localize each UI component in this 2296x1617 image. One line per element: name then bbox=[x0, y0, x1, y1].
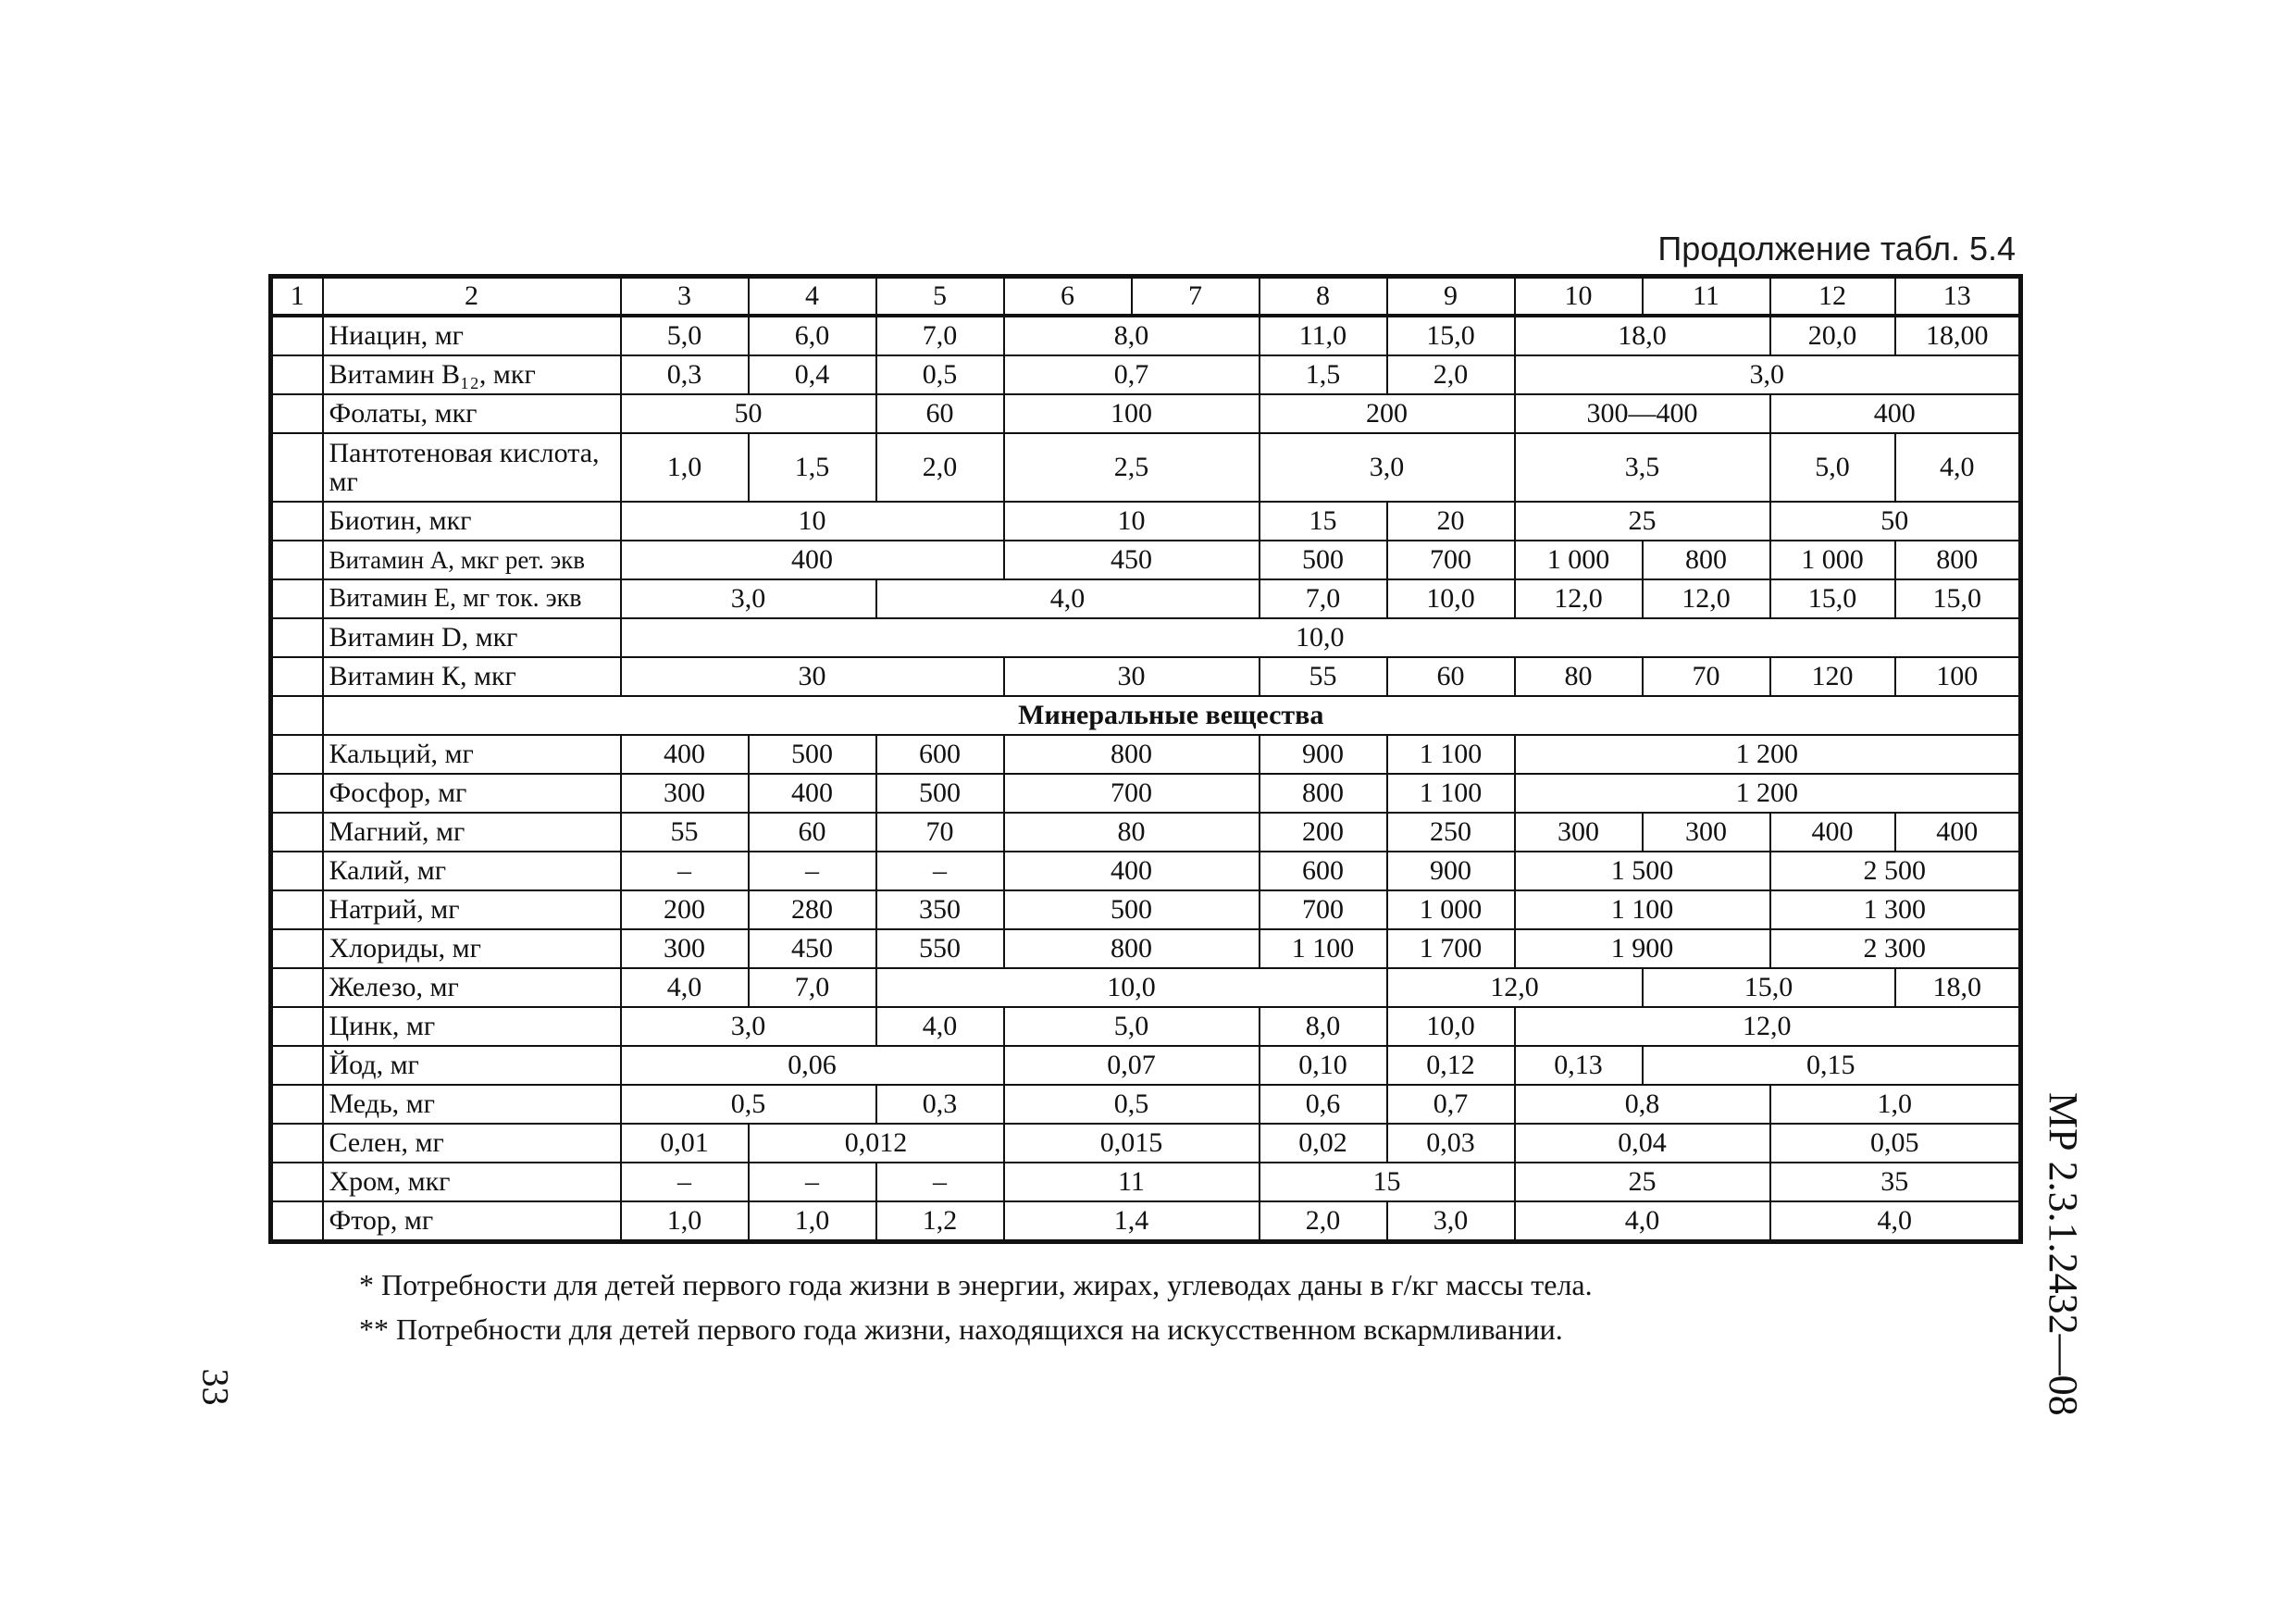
value-cell: 1 100 bbox=[1387, 735, 1515, 774]
row-label: Магний, мг bbox=[323, 813, 621, 852]
table-row bbox=[271, 1163, 2021, 1201]
value-cell: 500 bbox=[876, 774, 1004, 813]
value-cell: 70 bbox=[876, 813, 1004, 852]
value-cell: 10,0 bbox=[621, 618, 2021, 657]
value-cell: 400 bbox=[621, 735, 749, 774]
column-number: 13 bbox=[1895, 277, 2021, 317]
row-label: Фолаты, мкг bbox=[323, 394, 621, 433]
value-cell: 4,0 bbox=[1895, 433, 2021, 502]
nutrient-norms-table bbox=[268, 274, 2023, 1244]
value-cell: 12,0 bbox=[1387, 968, 1643, 1007]
value-cell: 1 000 bbox=[1387, 890, 1515, 929]
table-row bbox=[271, 579, 2021, 618]
document-code: МР 2.3.1.2432—08 bbox=[2041, 1092, 2086, 1416]
value-cell: 18,0 bbox=[1515, 316, 1770, 355]
row-index-cell bbox=[271, 1163, 323, 1201]
table-row bbox=[271, 813, 2021, 852]
value-cell: 4,0 bbox=[1770, 1201, 2021, 1242]
row-index-cell bbox=[271, 735, 323, 774]
value-cell: 70 bbox=[1643, 657, 1770, 696]
value-cell: 3,0 bbox=[621, 1007, 876, 1046]
value-cell: 0,13 bbox=[1515, 1046, 1643, 1085]
value-cell: 300 bbox=[621, 774, 749, 813]
table-row bbox=[271, 502, 2021, 541]
column-number: 12 bbox=[1770, 277, 1895, 317]
value-cell: 280 bbox=[749, 890, 876, 929]
table-row bbox=[271, 433, 2021, 502]
value-cell: 0,02 bbox=[1260, 1124, 1387, 1163]
value-cell: 0,3 bbox=[621, 355, 749, 394]
value-cell: 3,0 bbox=[1515, 355, 2021, 394]
value-cell: 3,0 bbox=[1260, 433, 1515, 502]
value-cell: 20,0 bbox=[1770, 316, 1895, 355]
value-cell: 18,0 bbox=[1895, 968, 2021, 1007]
row-index-cell bbox=[271, 929, 323, 968]
value-cell: 300 bbox=[1515, 813, 1643, 852]
value-cell: 1 900 bbox=[1515, 929, 1770, 968]
value-cell: 700 bbox=[1387, 541, 1515, 579]
value-cell: 2,0 bbox=[1260, 1201, 1387, 1242]
value-cell: 1 500 bbox=[1515, 852, 1770, 890]
column-number: 11 bbox=[1643, 277, 1770, 317]
row-label: Железо, мг bbox=[323, 968, 621, 1007]
value-cell: 1 100 bbox=[1515, 890, 1770, 929]
value-cell: 250 bbox=[1387, 813, 1515, 852]
value-cell: 0,012 bbox=[749, 1124, 1004, 1163]
value-cell: 55 bbox=[1260, 657, 1387, 696]
row-index-cell bbox=[271, 813, 323, 852]
table-row bbox=[271, 618, 2021, 657]
row-index-cell bbox=[271, 1201, 323, 1242]
column-number: 10 bbox=[1515, 277, 1643, 317]
value-cell: – bbox=[621, 1163, 749, 1201]
row-index-cell bbox=[271, 852, 323, 890]
value-cell: 600 bbox=[876, 735, 1004, 774]
value-cell: 5,0 bbox=[1770, 433, 1895, 502]
row-index-cell bbox=[271, 541, 323, 579]
value-cell: 80 bbox=[1515, 657, 1643, 696]
value-cell: 300 bbox=[621, 929, 749, 968]
value-cell: 300—400 bbox=[1515, 394, 1770, 433]
value-cell: 1 300 bbox=[1770, 890, 2021, 929]
row-index-cell bbox=[271, 774, 323, 813]
table-row bbox=[271, 657, 2021, 696]
value-cell: 1 200 bbox=[1515, 774, 2021, 813]
column-number: 4 bbox=[749, 277, 876, 317]
column-number: 6 bbox=[1004, 277, 1132, 317]
value-cell: 2,0 bbox=[876, 433, 1004, 502]
value-cell: 7,0 bbox=[1260, 579, 1387, 618]
value-cell: 30 bbox=[621, 657, 1004, 696]
value-cell: 900 bbox=[1387, 852, 1515, 890]
value-cell: 300 bbox=[1643, 813, 1770, 852]
value-cell: 18,00 bbox=[1895, 316, 2021, 355]
value-cell: 0,4 bbox=[749, 355, 876, 394]
row-label: Медь, мг bbox=[323, 1085, 621, 1124]
value-cell: 100 bbox=[1004, 394, 1260, 433]
value-cell: 450 bbox=[1004, 541, 1260, 579]
row-index-cell bbox=[271, 1046, 323, 1085]
value-cell: 1,2 bbox=[876, 1201, 1004, 1242]
value-cell: 20 bbox=[1387, 502, 1515, 541]
table-caption: Продолжение табл. 5.4 bbox=[1657, 230, 2016, 267]
value-cell: 0,3 bbox=[876, 1085, 1004, 1124]
value-cell: 1,4 bbox=[1004, 1201, 1260, 1242]
row-index-cell bbox=[271, 696, 323, 735]
row-index-cell bbox=[271, 394, 323, 433]
value-cell: 1 000 bbox=[1515, 541, 1643, 579]
value-cell: 0,04 bbox=[1515, 1124, 1770, 1163]
value-cell: 400 bbox=[1770, 394, 2021, 433]
value-cell: 25 bbox=[1515, 1163, 1770, 1201]
row-label: Йод, мг bbox=[323, 1046, 621, 1085]
table-row bbox=[271, 852, 2021, 890]
row-label: Витамин D, мкг bbox=[323, 618, 621, 657]
value-cell: 10,0 bbox=[1387, 1007, 1515, 1046]
value-cell: 700 bbox=[1004, 774, 1260, 813]
row-index-cell bbox=[271, 502, 323, 541]
value-cell: 0,05 bbox=[1770, 1124, 2021, 1163]
value-cell: 2 500 bbox=[1770, 852, 2021, 890]
row-index-cell bbox=[271, 618, 323, 657]
row-label: Ниацин, мг bbox=[323, 316, 621, 355]
table-row bbox=[271, 316, 2021, 355]
row-label: Пантотеновая кислота, мг bbox=[323, 433, 621, 502]
value-cell: 15,0 bbox=[1770, 579, 1895, 618]
row-index-cell bbox=[271, 355, 323, 394]
value-cell: 50 bbox=[1770, 502, 2021, 541]
value-cell: 60 bbox=[1387, 657, 1515, 696]
section-title: Минеральные вещества bbox=[323, 696, 2021, 735]
table-header-row bbox=[271, 277, 2021, 317]
value-cell: 400 bbox=[1895, 813, 2021, 852]
value-cell: 0,5 bbox=[1004, 1085, 1260, 1124]
value-cell: 400 bbox=[1770, 813, 1895, 852]
value-cell: 1,0 bbox=[1770, 1085, 2021, 1124]
value-cell: 700 bbox=[1260, 890, 1387, 929]
value-cell: 3,0 bbox=[621, 579, 876, 618]
value-cell: 15 bbox=[1260, 1163, 1515, 1201]
row-label: Цинк, мг bbox=[323, 1007, 621, 1046]
value-cell: 30 bbox=[1004, 657, 1260, 696]
value-cell: 2,5 bbox=[1004, 433, 1260, 502]
section-header-row bbox=[271, 696, 2021, 735]
value-cell: 1 200 bbox=[1515, 735, 2021, 774]
row-index-cell bbox=[271, 579, 323, 618]
row-index-cell bbox=[271, 890, 323, 929]
table-row bbox=[271, 735, 2021, 774]
value-cell: 11,0 bbox=[1260, 316, 1387, 355]
value-cell: 200 bbox=[621, 890, 749, 929]
value-cell: 35 bbox=[1770, 1163, 2021, 1201]
value-cell: 12,0 bbox=[1515, 579, 1643, 618]
value-cell: 0,10 bbox=[1260, 1046, 1387, 1085]
value-cell: 5,0 bbox=[621, 316, 749, 355]
table-row bbox=[271, 1124, 2021, 1163]
value-cell: 1 100 bbox=[1387, 774, 1515, 813]
value-cell: 800 bbox=[1643, 541, 1770, 579]
value-cell: 0,015 bbox=[1004, 1124, 1260, 1163]
value-cell: 500 bbox=[1004, 890, 1260, 929]
table-row bbox=[271, 394, 2021, 433]
value-cell: 0,06 bbox=[621, 1046, 1004, 1085]
table-row bbox=[271, 1085, 2021, 1124]
value-cell: 100 bbox=[1895, 657, 2021, 696]
value-cell: 15,0 bbox=[1895, 579, 2021, 618]
table-row bbox=[271, 355, 2021, 394]
table-row bbox=[271, 1007, 2021, 1046]
footnote-1: * Потребности для детей первого года жизни в энергии, жирах, углеводах даны в г/кг массы тела. bbox=[359, 1268, 1593, 1301]
value-cell: 350 bbox=[876, 890, 1004, 929]
table-row bbox=[271, 541, 2021, 579]
row-index-cell bbox=[271, 968, 323, 1007]
column-number: 8 bbox=[1260, 277, 1387, 317]
row-label: Натрий, мг bbox=[323, 890, 621, 929]
row-label: Селен, мг bbox=[323, 1124, 621, 1163]
value-cell: 60 bbox=[749, 813, 876, 852]
value-cell: 8,0 bbox=[1004, 316, 1260, 355]
value-cell: 12,0 bbox=[1515, 1007, 2021, 1046]
value-cell: 60 bbox=[876, 394, 1004, 433]
value-cell: – bbox=[749, 852, 876, 890]
value-cell: 6,0 bbox=[749, 316, 876, 355]
value-cell: 600 bbox=[1260, 852, 1387, 890]
value-cell: 400 bbox=[621, 541, 1004, 579]
value-cell: 4,0 bbox=[876, 1007, 1004, 1046]
value-cell: 5,0 bbox=[1004, 1007, 1260, 1046]
value-cell: 1 700 bbox=[1387, 929, 1515, 968]
value-cell: – bbox=[621, 852, 749, 890]
value-cell: 500 bbox=[749, 735, 876, 774]
value-cell: 0,5 bbox=[876, 355, 1004, 394]
row-label: Биотин, мкг bbox=[323, 502, 621, 541]
value-cell: 8,0 bbox=[1260, 1007, 1387, 1046]
value-cell: 4,0 bbox=[876, 579, 1260, 618]
row-label: Витамин Е, мг ток. экв bbox=[323, 579, 621, 618]
page-number: 33 bbox=[194, 1368, 237, 1406]
row-index-cell bbox=[271, 1124, 323, 1163]
value-cell: 0,6 bbox=[1260, 1085, 1387, 1124]
row-label: Фтор, мг bbox=[323, 1201, 621, 1242]
table-row bbox=[271, 1046, 2021, 1085]
row-label: Хром, мкг bbox=[323, 1163, 621, 1201]
value-cell: 500 bbox=[1260, 541, 1387, 579]
row-label: Фосфор, мг bbox=[323, 774, 621, 813]
value-cell: 0,15 bbox=[1643, 1046, 2021, 1085]
value-cell: 900 bbox=[1260, 735, 1387, 774]
value-cell: 1,0 bbox=[749, 1201, 876, 1242]
column-number: 9 bbox=[1387, 277, 1515, 317]
value-cell: 10,0 bbox=[1387, 579, 1515, 618]
value-cell: 0,03 bbox=[1387, 1124, 1515, 1163]
table-row bbox=[271, 929, 2021, 968]
row-label: Витамин К, мкг bbox=[323, 657, 621, 696]
value-cell: 800 bbox=[1004, 735, 1260, 774]
value-cell: 1 000 bbox=[1770, 541, 1895, 579]
value-cell: 50 bbox=[621, 394, 876, 433]
table-row bbox=[271, 774, 2021, 813]
value-cell: 55 bbox=[621, 813, 749, 852]
value-cell: 0,01 bbox=[621, 1124, 749, 1163]
value-cell: 1,0 bbox=[621, 1201, 749, 1242]
column-number: 3 bbox=[621, 277, 749, 317]
value-cell: 800 bbox=[1260, 774, 1387, 813]
value-cell: 0,07 bbox=[1004, 1046, 1260, 1085]
value-cell: 10 bbox=[621, 502, 1004, 541]
value-cell: 0,7 bbox=[1387, 1085, 1515, 1124]
value-cell: 2 300 bbox=[1770, 929, 2021, 968]
footnote-2: ** Потребности для детей первого года жизни, находящихся на искусственном вскармливании. bbox=[359, 1312, 1563, 1346]
row-label: Витамин B₁₂, мкг bbox=[323, 355, 621, 394]
value-cell: 3,0 bbox=[1387, 1201, 1515, 1242]
value-cell: – bbox=[876, 1163, 1004, 1201]
row-label: Хлориды, мг bbox=[323, 929, 621, 968]
row-index-cell bbox=[271, 1007, 323, 1046]
value-cell: 10,0 bbox=[876, 968, 1387, 1007]
value-cell: 7,0 bbox=[749, 968, 876, 1007]
value-cell: 15,0 bbox=[1643, 968, 1895, 1007]
row-label: Кальций, мг bbox=[323, 735, 621, 774]
value-cell: 450 bbox=[749, 929, 876, 968]
value-cell: 0,12 bbox=[1387, 1046, 1515, 1085]
value-cell: 400 bbox=[749, 774, 876, 813]
value-cell: 15,0 bbox=[1387, 316, 1515, 355]
row-index-cell bbox=[271, 433, 323, 502]
value-cell: 1,5 bbox=[749, 433, 876, 502]
value-cell: 1,0 bbox=[621, 433, 749, 502]
value-cell: 1,5 bbox=[1260, 355, 1387, 394]
value-cell: 200 bbox=[1260, 394, 1515, 433]
value-cell: 25 bbox=[1515, 502, 1770, 541]
column-number: 7 bbox=[1132, 277, 1260, 317]
row-index-cell bbox=[271, 316, 323, 355]
value-cell: 550 bbox=[876, 929, 1004, 968]
table-row bbox=[271, 1201, 2021, 1242]
column-number: 1 bbox=[271, 277, 323, 317]
value-cell: 120 bbox=[1770, 657, 1895, 696]
value-cell: 800 bbox=[1004, 929, 1260, 968]
value-cell: 0,7 bbox=[1004, 355, 1260, 394]
value-cell: 7,0 bbox=[876, 316, 1004, 355]
value-cell: 3,5 bbox=[1515, 433, 1770, 502]
value-cell: 11 bbox=[1004, 1163, 1260, 1201]
value-cell: 0,5 bbox=[621, 1085, 876, 1124]
value-cell: 10 bbox=[1004, 502, 1260, 541]
value-cell: – bbox=[749, 1163, 876, 1201]
row-index-cell bbox=[271, 657, 323, 696]
value-cell: 15 bbox=[1260, 502, 1387, 541]
value-cell: – bbox=[876, 852, 1004, 890]
value-cell: 12,0 bbox=[1643, 579, 1770, 618]
row-index-cell bbox=[271, 1085, 323, 1124]
column-number: 2 bbox=[323, 277, 621, 317]
row-label: Витамин А, мкг рет. экв bbox=[323, 541, 621, 579]
value-cell: 2,0 bbox=[1387, 355, 1515, 394]
value-cell: 200 bbox=[1260, 813, 1387, 852]
value-cell: 400 bbox=[1004, 852, 1260, 890]
value-cell: 800 bbox=[1895, 541, 2021, 579]
value-cell: 4,0 bbox=[621, 968, 749, 1007]
row-label: Калий, мг bbox=[323, 852, 621, 890]
value-cell: 80 bbox=[1004, 813, 1260, 852]
value-cell: 1 100 bbox=[1260, 929, 1387, 968]
column-number: 5 bbox=[876, 277, 1004, 317]
value-cell: 4,0 bbox=[1515, 1201, 1770, 1242]
table-row bbox=[271, 968, 2021, 1007]
value-cell: 0,8 bbox=[1515, 1085, 1770, 1124]
table-row bbox=[271, 890, 2021, 929]
